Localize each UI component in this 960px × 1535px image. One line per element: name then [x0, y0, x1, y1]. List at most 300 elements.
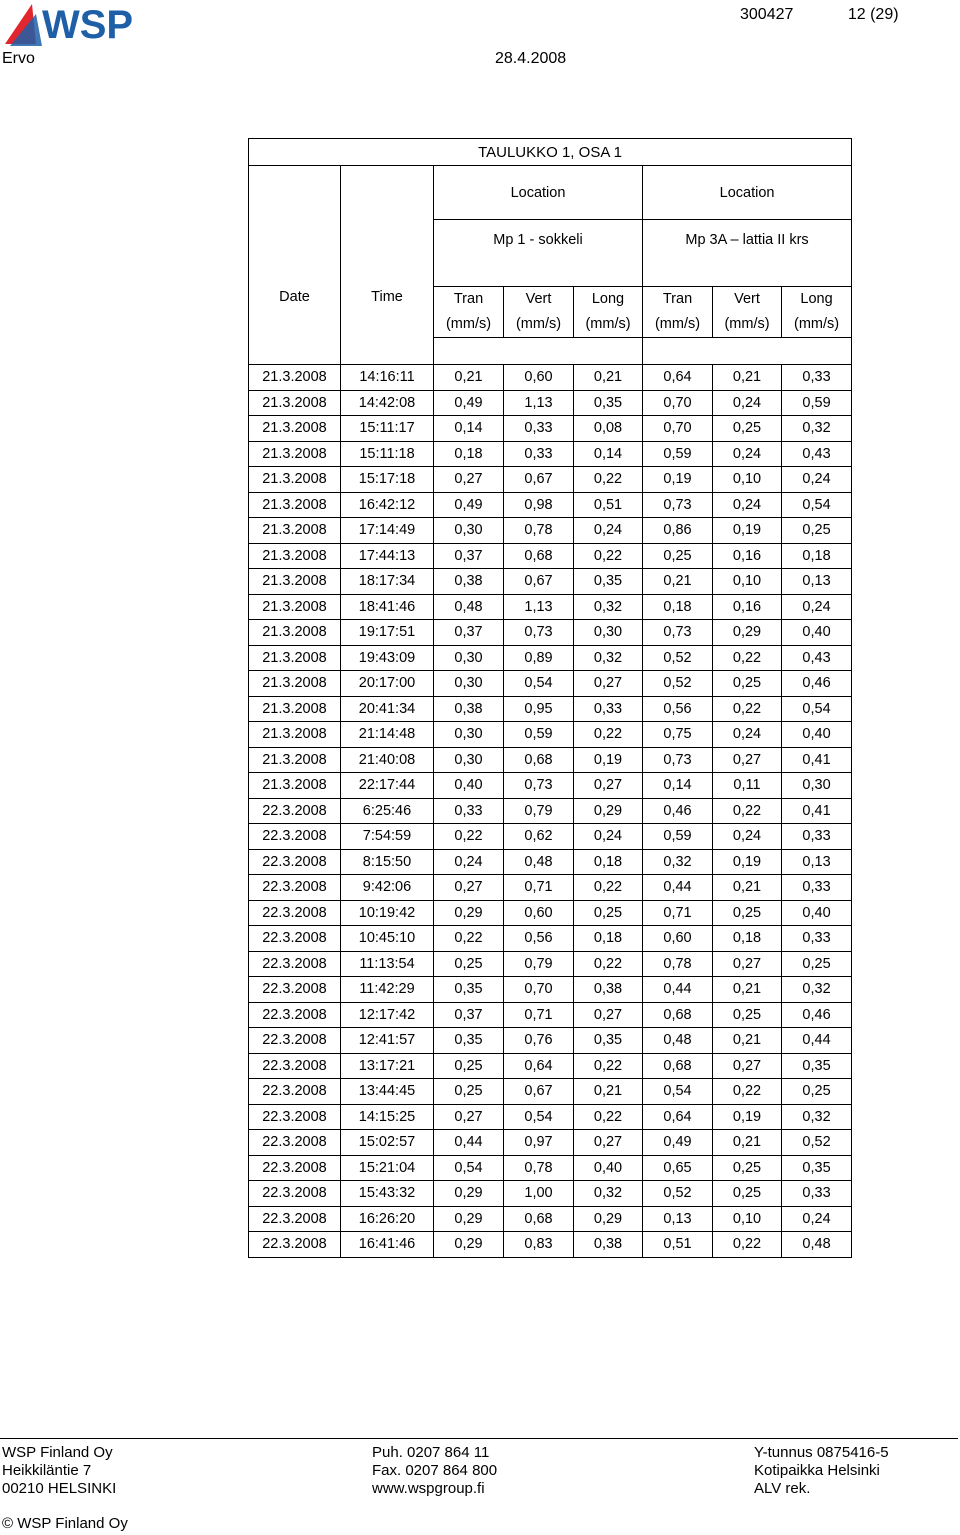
table-cell: 0,54 [643, 1079, 713, 1105]
table-cell: 0,33 [504, 441, 574, 467]
table-row [249, 492, 852, 518]
table-cell: 0,38 [574, 977, 643, 1003]
table-cell: 0,10 [713, 1206, 782, 1232]
table-cell: 0,27 [434, 875, 504, 901]
table-cell: 0,33 [574, 696, 643, 722]
table-cell: 0,71 [643, 900, 713, 926]
table-cell: 0,18 [574, 926, 643, 952]
table-cell: 0,54 [782, 696, 852, 722]
table-cell: 0,25 [713, 671, 782, 697]
table-cell: 1,00 [504, 1181, 574, 1207]
table-row [249, 1079, 852, 1105]
table-cell: 0,24 [713, 722, 782, 748]
table-cell: 0,18 [434, 441, 504, 467]
table-cell: 0,22 [713, 798, 782, 824]
table-cell: 0,32 [782, 977, 852, 1003]
table-cell: 0,60 [504, 900, 574, 926]
table-cell: 0,51 [574, 492, 643, 518]
table-cell: 0,25 [434, 1079, 504, 1105]
table-cell: 21.3.2008 [249, 773, 341, 799]
table-row [249, 875, 852, 901]
table-cell: 0,21 [713, 977, 782, 1003]
table-cell: 0,25 [713, 416, 782, 442]
table-cell: 0,33 [782, 1181, 852, 1207]
table-cell: 0,54 [782, 492, 852, 518]
table-cell: 0,27 [713, 951, 782, 977]
table-cell: 0,44 [782, 1028, 852, 1054]
table-cell: 22.3.2008 [249, 1002, 341, 1028]
table-cell: 22.3.2008 [249, 926, 341, 952]
table-cell: 0,68 [643, 1002, 713, 1028]
table-cell: 0,21 [713, 875, 782, 901]
table-row [249, 620, 852, 646]
table-cell: 0,14 [643, 773, 713, 799]
table-cell: 0,25 [643, 543, 713, 569]
table-cell: 0,22 [574, 543, 643, 569]
table-cell: 0,35 [434, 977, 504, 1003]
table-row [249, 798, 852, 824]
table-cell: 20:41:34 [341, 696, 434, 722]
table-cell: 0,16 [713, 594, 782, 620]
table-cell: 0,73 [643, 492, 713, 518]
table-row [249, 1130, 852, 1156]
unit-label: (mm/s) [515, 316, 562, 332]
table-row [249, 722, 852, 748]
table-cell: 0,68 [504, 1206, 574, 1232]
table-cell: 22.3.2008 [249, 875, 341, 901]
table-cell: 22.3.2008 [249, 951, 341, 977]
table-cell: 0,21 [574, 365, 643, 391]
table-cell: 0,21 [434, 365, 504, 391]
unit-label: (mm/s) [654, 316, 701, 332]
time-header: Time [341, 238, 434, 305]
table-cell: 22.3.2008 [249, 977, 341, 1003]
table-cell: 0,25 [782, 951, 852, 977]
table-cell: 0,32 [782, 416, 852, 442]
measurement-table [248, 138, 852, 1258]
table-cell: 21.3.2008 [249, 390, 341, 416]
table-row [249, 543, 852, 569]
document-date: 28.4.2008 [495, 50, 567, 67]
table-cell: 21.3.2008 [249, 722, 341, 748]
wsp-logo [2, 0, 172, 50]
copyright: © WSP Finland Oy [2, 1515, 128, 1532]
table-cell: 0,27 [574, 1002, 643, 1028]
table-row [249, 1181, 852, 1207]
table-row [249, 849, 852, 875]
table-cell: 15:21:04 [341, 1155, 434, 1181]
table-cell: 0,13 [782, 849, 852, 875]
table-cell: 0,08 [574, 416, 643, 442]
table-cell: 21.3.2008 [249, 365, 341, 391]
table-cell: 0,29 [574, 798, 643, 824]
table-cell: 0,24 [713, 441, 782, 467]
table-cell: 0,43 [782, 441, 852, 467]
table-cell: 0,13 [782, 569, 852, 595]
table-cell: 15:02:57 [341, 1130, 434, 1156]
column-header [574, 287, 643, 338]
table-cell: 0,27 [574, 671, 643, 697]
table-cell: 0,29 [713, 620, 782, 646]
table-cell: 0,48 [782, 1232, 852, 1258]
table-cell: 0,25 [713, 1181, 782, 1207]
table-cell: 10:19:42 [341, 900, 434, 926]
table-cell: 0,11 [713, 773, 782, 799]
unit-label: (mm/s) [585, 316, 631, 332]
table-cell: 0,35 [782, 1053, 852, 1079]
table-cell: 22.3.2008 [249, 1181, 341, 1207]
table-cell: 0,14 [434, 416, 504, 442]
table-cell: 21:14:48 [341, 722, 434, 748]
table-cell: 6:25:46 [341, 798, 434, 824]
table-cell: 0,38 [434, 569, 504, 595]
table-cell: 0,44 [434, 1130, 504, 1156]
table-cell: 0,73 [504, 773, 574, 799]
table-cell: 21.3.2008 [249, 416, 341, 442]
table-cell: 0,68 [504, 543, 574, 569]
table-cell: 0,38 [574, 1232, 643, 1258]
mp2-label: Mp 3A – lattia II krs [643, 220, 852, 287]
table-cell: 0,24 [782, 467, 852, 493]
table-cell: 0,73 [504, 620, 574, 646]
table-cell: 0,49 [434, 492, 504, 518]
table-cell: 15:11:17 [341, 416, 434, 442]
table-cell: 0,59 [504, 722, 574, 748]
logo-text: WSP [42, 3, 134, 47]
table-cell: 0,19 [713, 849, 782, 875]
table-cell: 0,25 [713, 900, 782, 926]
table-cell: 0,51 [643, 1232, 713, 1258]
table-row [249, 747, 852, 773]
table-cell: 0,22 [713, 696, 782, 722]
table-cell: 21.3.2008 [249, 645, 341, 671]
table-cell: 0,33 [782, 875, 852, 901]
table-cell: 0,29 [434, 1232, 504, 1258]
website-link[interactable]: www.wspgroup.fi [372, 1480, 485, 1497]
table-cell: 0,32 [782, 1104, 852, 1130]
table-cell: 21.3.2008 [249, 543, 341, 569]
table-cell: 0,24 [713, 492, 782, 518]
page-number: 12 (29) [847, 6, 899, 23]
direction-label: Vert [734, 291, 760, 307]
table-cell: 0,54 [504, 1104, 574, 1130]
table-cell: 19:17:51 [341, 620, 434, 646]
table-cell: 0,22 [434, 926, 504, 952]
table-cell: 0,67 [504, 1079, 574, 1105]
table-cell: 21.3.2008 [249, 467, 341, 493]
table-cell: 0,25 [574, 900, 643, 926]
table-cell: 11:13:54 [341, 951, 434, 977]
table-cell: 13:17:21 [341, 1053, 434, 1079]
table-cell: 0,48 [504, 849, 574, 875]
table-cell: 0,16 [713, 543, 782, 569]
table-cell: 0,56 [643, 696, 713, 722]
table-cell: 10:45:10 [341, 926, 434, 952]
header-right [740, 6, 899, 24]
table-row [249, 441, 852, 467]
table-cell: 21.3.2008 [249, 747, 341, 773]
table-cell: 1,13 [504, 390, 574, 416]
table-cell: 0,79 [504, 798, 574, 824]
table-cell: 0,32 [643, 849, 713, 875]
table-cell: 0,76 [504, 1028, 574, 1054]
table-cell: 0,64 [504, 1053, 574, 1079]
table-row [249, 977, 852, 1003]
table-cell: 0,59 [643, 824, 713, 850]
table-row [249, 416, 852, 442]
table-cell: 0,67 [504, 569, 574, 595]
table-cell: 0,98 [504, 492, 574, 518]
table-cell: 22.3.2008 [249, 849, 341, 875]
table-cell: 0,40 [782, 900, 852, 926]
table-cell: 21.3.2008 [249, 696, 341, 722]
table-cell: 18:17:34 [341, 569, 434, 595]
table-cell: 9:42:06 [341, 875, 434, 901]
table-row [249, 569, 852, 595]
table-cell: 0,73 [643, 747, 713, 773]
table-cell: 18:41:46 [341, 594, 434, 620]
table-cell: 0,71 [504, 875, 574, 901]
table-cell: 0,62 [504, 824, 574, 850]
table-cell: 0,78 [504, 1155, 574, 1181]
table-cell: 22.3.2008 [249, 1104, 341, 1130]
table-cell: 0,59 [643, 441, 713, 467]
table-cell: 0,30 [434, 747, 504, 773]
table-cell: 0,73 [643, 620, 713, 646]
table-cell: 0,19 [643, 467, 713, 493]
table-cell: 14:15:25 [341, 1104, 434, 1130]
table-cell: 19:43:09 [341, 645, 434, 671]
table-cell: 0,71 [504, 1002, 574, 1028]
table-cell: 0,32 [574, 1181, 643, 1207]
table-cell: 0,25 [782, 518, 852, 544]
table-cell: 22.3.2008 [249, 1206, 341, 1232]
table-cell: 0,35 [782, 1155, 852, 1181]
table-row [249, 1002, 852, 1028]
table-cell: 0,67 [504, 467, 574, 493]
table-cell: 0,44 [643, 875, 713, 901]
table-row [249, 594, 852, 620]
table-row [249, 951, 852, 977]
table-cell: 21.3.2008 [249, 518, 341, 544]
table-cell: 0,27 [574, 773, 643, 799]
table-cell: 0,33 [782, 926, 852, 952]
table-row [249, 645, 852, 671]
table-cell: 0,38 [434, 696, 504, 722]
table-cell: 0,33 [782, 365, 852, 391]
table-cell: 0,52 [643, 1181, 713, 1207]
footer-contact: Puh. 0207 864 11 Fax. 0207 864 800 www.wspgroup.fi [372, 1444, 498, 1497]
table-cell: 0,22 [434, 824, 504, 850]
table-cell: 0,54 [434, 1155, 504, 1181]
table-cell: 0,70 [643, 416, 713, 442]
table-cell: 22:17:44 [341, 773, 434, 799]
table-cell: 1,13 [504, 594, 574, 620]
table-cell: 11:42:29 [341, 977, 434, 1003]
table-cell: 0,25 [434, 1053, 504, 1079]
table-cell: 22.3.2008 [249, 1028, 341, 1054]
table-cell: 0,21 [574, 1079, 643, 1105]
table-cell: 0,24 [574, 518, 643, 544]
table-cell: 0,64 [643, 1104, 713, 1130]
table-cell: 0,78 [643, 951, 713, 977]
table-cell: 22.3.2008 [249, 824, 341, 850]
table-cell: 21.3.2008 [249, 620, 341, 646]
table-row [249, 696, 852, 722]
table-row [249, 926, 852, 952]
table-cell: 0,22 [574, 951, 643, 977]
table-cell: 0,19 [713, 518, 782, 544]
table-cell: 0,24 [713, 824, 782, 850]
column-header [434, 287, 504, 338]
table-row [249, 1104, 852, 1130]
table-cell: 0,22 [713, 645, 782, 671]
date-header: Date [249, 238, 341, 305]
table-cell: 0,22 [713, 1079, 782, 1105]
table-cell: 0,37 [434, 1002, 504, 1028]
table-cell: 0,30 [434, 645, 504, 671]
table-cell: 0,33 [782, 824, 852, 850]
table-cell: 0,41 [782, 747, 852, 773]
table-cell: 12:17:42 [341, 1002, 434, 1028]
table-cell: 0,52 [782, 1130, 852, 1156]
table-cell: 0,29 [434, 900, 504, 926]
table-cell: 0,18 [782, 543, 852, 569]
table-cell: 0,65 [643, 1155, 713, 1181]
table-cell: 0,32 [574, 645, 643, 671]
table-cell: 0,40 [574, 1155, 643, 1181]
table-cell: 0,24 [782, 594, 852, 620]
table-cell: 12:41:57 [341, 1028, 434, 1054]
table-cell: 0,79 [504, 951, 574, 977]
table-cell: 0,32 [574, 594, 643, 620]
table-cell: 0,13 [643, 1206, 713, 1232]
footer-company: WSP Finland Oy Heikkiläntie 7 00210 HELSINKI [2, 1444, 117, 1497]
table-cell: 0,52 [643, 645, 713, 671]
doc-number: 300427 [740, 6, 794, 23]
table-cell: 21.3.2008 [249, 441, 341, 467]
table-cell: 0,22 [574, 875, 643, 901]
table-cell: 14:42:08 [341, 390, 434, 416]
table-cell: 0,37 [434, 543, 504, 569]
table-cell: 0,54 [504, 671, 574, 697]
table-cell: 0,97 [504, 1130, 574, 1156]
table-cell: 0,41 [782, 798, 852, 824]
table-cell: 21.3.2008 [249, 492, 341, 518]
direction-label: Tran [662, 291, 693, 307]
table-row [249, 1206, 852, 1232]
table-cell: 0,59 [782, 390, 852, 416]
unit-label: (mm/s) [793, 316, 840, 332]
table-cell: 0,30 [574, 620, 643, 646]
table-cell: 0,22 [713, 1232, 782, 1258]
table-cell: 0,49 [434, 390, 504, 416]
table-row [249, 671, 852, 697]
table-row [249, 1053, 852, 1079]
table-cell: 0,60 [643, 926, 713, 952]
table-cell: 20:17:00 [341, 671, 434, 697]
table-cell: 22.3.2008 [249, 1079, 341, 1105]
table-cell: 0,56 [504, 926, 574, 952]
table-cell: 0,29 [574, 1206, 643, 1232]
direction-label: Vert [525, 291, 552, 307]
table-cell: 0,21 [713, 1028, 782, 1054]
table-cell: 0,25 [713, 1155, 782, 1181]
footer-registration: Y-tunnus 0875416-5 Kotipaikka Helsinki ALV rek. [754, 1444, 889, 1497]
table-cell: 0,25 [782, 1079, 852, 1105]
table-row [249, 467, 852, 493]
direction-label: Long [591, 291, 625, 307]
table-cell: 0,29 [434, 1206, 504, 1232]
table-cell: 0,24 [434, 849, 504, 875]
table-cell: 0,48 [643, 1028, 713, 1054]
table-cell: 0,22 [574, 1104, 643, 1130]
direction-label: Tran [453, 291, 484, 307]
table-cell: 15:17:18 [341, 467, 434, 493]
table-cell: 0,37 [434, 620, 504, 646]
table-row [249, 390, 852, 416]
table-cell: 0,18 [574, 849, 643, 875]
author: Ervo [2, 50, 35, 67]
table-cell: 17:44:13 [341, 543, 434, 569]
table-cell: 0,68 [643, 1053, 713, 1079]
table-cell: 13:44:45 [341, 1079, 434, 1105]
table-cell: 0,30 [434, 722, 504, 748]
table-cell: 0,46 [782, 671, 852, 697]
table-cell: 16:26:20 [341, 1206, 434, 1232]
table-cell: 0,35 [574, 390, 643, 416]
location-label-2: Location [643, 166, 852, 220]
table-cell: 0,78 [504, 518, 574, 544]
table-cell: 0,14 [574, 441, 643, 467]
table-cell: 21.3.2008 [249, 594, 341, 620]
table-cell: 0,33 [434, 798, 504, 824]
table-cell: 0,27 [434, 1104, 504, 1130]
table-cell: 0,60 [504, 365, 574, 391]
table-cell: 22.3.2008 [249, 1232, 341, 1258]
table-cell: 0,33 [504, 416, 574, 442]
table-cell: 0,89 [504, 645, 574, 671]
table-cell: 0,35 [574, 569, 643, 595]
table-cell: 0,24 [782, 1206, 852, 1232]
table-cell: 8:15:50 [341, 849, 434, 875]
table-cell: 0,64 [643, 365, 713, 391]
table-cell: 0,27 [713, 747, 782, 773]
table-cell: 0,35 [574, 1028, 643, 1054]
table-cell: 0,19 [713, 1104, 782, 1130]
table-cell: 0,40 [782, 722, 852, 748]
footer-divider [0, 1438, 958, 1439]
table-cell: 0,35 [434, 1028, 504, 1054]
table-cell: 21.3.2008 [249, 671, 341, 697]
table-cell: 0,46 [782, 1002, 852, 1028]
table-cell: 16:41:46 [341, 1232, 434, 1258]
table-cell: 0,30 [782, 773, 852, 799]
table-cell: 0,30 [434, 518, 504, 544]
table-cell: 0,25 [713, 1002, 782, 1028]
table-cell: 0,40 [782, 620, 852, 646]
table-cell: 22.3.2008 [249, 900, 341, 926]
table-row [249, 1232, 852, 1258]
table-cell: 0,18 [643, 594, 713, 620]
table-cell: 0,52 [643, 671, 713, 697]
table-cell: 17:14:49 [341, 518, 434, 544]
table-cell: 15:43:32 [341, 1181, 434, 1207]
unit-label: (mm/s) [445, 316, 492, 332]
table-cell: 0,27 [713, 1053, 782, 1079]
table-row [249, 1028, 852, 1054]
table-cell: 0,68 [504, 747, 574, 773]
